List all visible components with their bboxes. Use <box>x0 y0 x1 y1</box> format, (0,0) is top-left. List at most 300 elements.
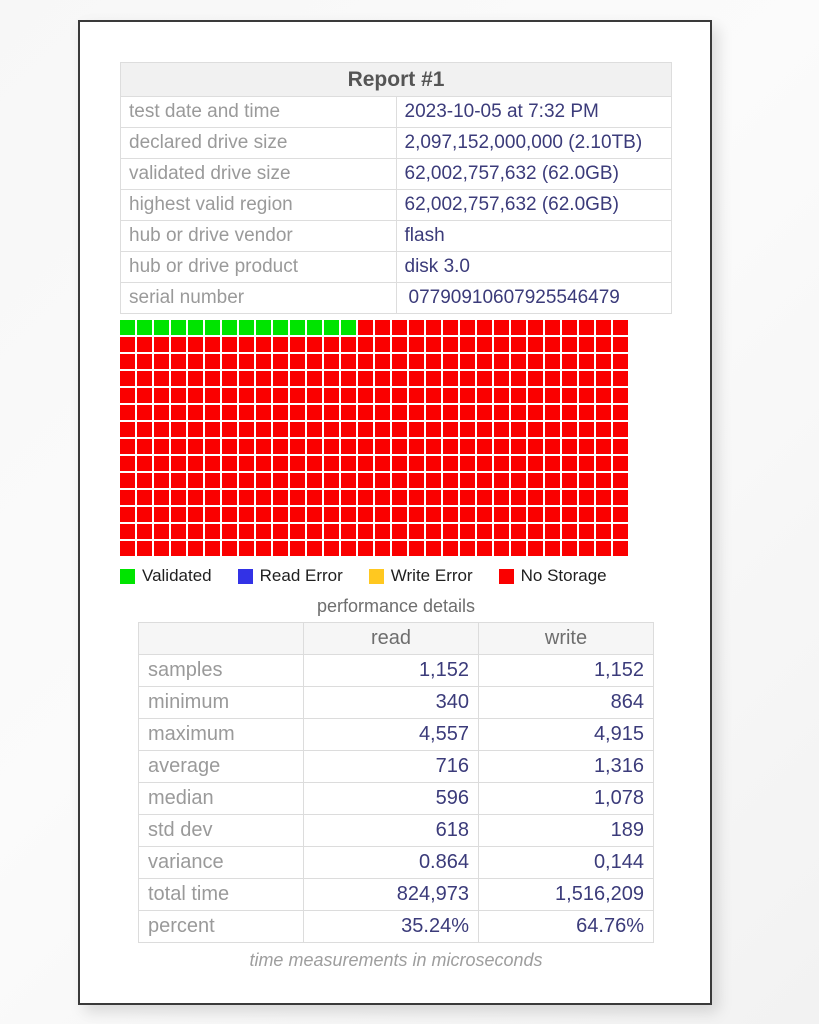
block-cell-no-storage <box>596 422 611 437</box>
block-cell-no-storage <box>205 439 220 454</box>
block-cell-no-storage <box>307 354 322 369</box>
block-cell-no-storage <box>273 405 288 420</box>
block-cell-no-storage <box>358 524 373 539</box>
block-cell-no-storage <box>358 473 373 488</box>
legend-swatch-icon <box>238 569 253 584</box>
block-cell-no-storage <box>596 524 611 539</box>
block-cell-validated <box>205 320 220 335</box>
block-cell-no-storage <box>426 490 441 505</box>
block-cell-no-storage <box>324 422 339 437</box>
block-cell-no-storage <box>341 507 356 522</box>
block-cell-no-storage <box>358 405 373 420</box>
performance-header-row <box>139 623 654 655</box>
block-cell-no-storage <box>358 337 373 352</box>
performance-row <box>139 815 654 847</box>
block-cell-no-storage <box>171 524 186 539</box>
block-cell-no-storage <box>307 541 322 556</box>
drive-info-key: test date and time <box>121 97 397 128</box>
block-cell-no-storage <box>222 490 237 505</box>
block-cell-no-storage <box>324 371 339 386</box>
block-cell-no-storage <box>426 541 441 556</box>
block-cell-no-storage <box>324 524 339 539</box>
block-cell-no-storage <box>545 388 560 403</box>
block-cell-no-storage <box>239 371 254 386</box>
block-cell-no-storage <box>290 541 305 556</box>
block-cell-no-storage <box>290 456 305 471</box>
block-cell-no-storage <box>392 473 407 488</box>
block-cell-no-storage <box>392 422 407 437</box>
block-cell-no-storage <box>188 541 203 556</box>
block-cell-no-storage <box>562 354 577 369</box>
block-cell-no-storage <box>613 320 628 335</box>
block-cell-no-storage <box>290 507 305 522</box>
block-cell-no-storage <box>375 405 390 420</box>
drive-info-value: 62,002,757,632 (62.0GB) <box>396 159 672 190</box>
block-cell-no-storage <box>477 405 492 420</box>
block-cell-no-storage <box>613 456 628 471</box>
performance-row-label: maximum <box>139 719 304 751</box>
drive-info-key: hub or drive vendor <box>121 221 397 252</box>
block-cell-no-storage <box>171 405 186 420</box>
block-cell-no-storage <box>613 422 628 437</box>
block-cell-no-storage <box>596 473 611 488</box>
block-cell-no-storage <box>443 371 458 386</box>
block-cell-no-storage <box>443 337 458 352</box>
block-cell-no-storage <box>460 422 475 437</box>
block-cell-no-storage <box>460 388 475 403</box>
block-cell-no-storage <box>596 456 611 471</box>
block-cell-no-storage <box>222 439 237 454</box>
block-cell-no-storage <box>256 456 271 471</box>
block-cell-no-storage <box>511 524 526 539</box>
block-cell-no-storage <box>596 541 611 556</box>
block-cell-no-storage <box>188 388 203 403</box>
drive-info-value: 62,002,757,632 (62.0GB) <box>396 190 672 221</box>
block-cell-no-storage <box>324 541 339 556</box>
block-cell-validated <box>273 320 288 335</box>
block-cell-no-storage <box>290 473 305 488</box>
block-cell-no-storage <box>477 490 492 505</box>
block-cell-no-storage <box>205 456 220 471</box>
block-cell-no-storage <box>239 507 254 522</box>
block-cell-no-storage <box>545 490 560 505</box>
block-cell-no-storage <box>171 337 186 352</box>
block-cell-no-storage <box>171 439 186 454</box>
block-cell-no-storage <box>154 354 169 369</box>
block-cell-no-storage <box>358 490 373 505</box>
block-cell-no-storage <box>120 456 135 471</box>
block-cell-no-storage <box>528 507 543 522</box>
block-cell-no-storage <box>460 337 475 352</box>
block-cell-no-storage <box>137 541 152 556</box>
block-cell-no-storage <box>137 337 152 352</box>
block-cell-no-storage <box>273 371 288 386</box>
block-cell-no-storage <box>443 524 458 539</box>
block-cell-no-storage <box>460 371 475 386</box>
legend-swatch-icon <box>120 569 135 584</box>
block-cell-no-storage <box>562 456 577 471</box>
performance-row <box>139 911 654 943</box>
block-cell-no-storage <box>477 337 492 352</box>
drive-info-row <box>121 252 672 283</box>
block-cell-no-storage <box>290 439 305 454</box>
block-cell-no-storage <box>256 337 271 352</box>
block-cell-no-storage <box>239 405 254 420</box>
block-cell-no-storage <box>596 388 611 403</box>
block-cell-no-storage <box>375 541 390 556</box>
performance-value-read: 1,152 <box>304 655 479 687</box>
block-cell-no-storage <box>222 337 237 352</box>
drive-info-table-body <box>121 63 672 314</box>
block-cell-no-storage <box>494 337 509 352</box>
block-cell-no-storage <box>188 422 203 437</box>
block-cell-no-storage <box>171 507 186 522</box>
block-cell-no-storage <box>477 354 492 369</box>
block-cell-no-storage <box>392 371 407 386</box>
block-cell-no-storage <box>477 388 492 403</box>
block-cell-no-storage <box>239 456 254 471</box>
block-cell-no-storage <box>511 507 526 522</box>
block-cell-no-storage <box>545 456 560 471</box>
block-cell-no-storage <box>375 388 390 403</box>
block-cell-no-storage <box>579 456 594 471</box>
block-cell-no-storage <box>409 354 424 369</box>
block-cell-no-storage <box>409 320 424 335</box>
block-cell-no-storage <box>324 337 339 352</box>
block-cell-no-storage <box>358 439 373 454</box>
block-cell-validated <box>137 320 152 335</box>
block-cell-no-storage <box>409 388 424 403</box>
block-cell-no-storage <box>222 507 237 522</box>
block-cell-no-storage <box>392 388 407 403</box>
block-cell-no-storage <box>579 541 594 556</box>
legend-item <box>369 566 473 586</box>
block-cell-no-storage <box>528 354 543 369</box>
performance-details-table <box>138 622 654 943</box>
drive-info-row <box>121 283 672 314</box>
block-cell-no-storage <box>528 456 543 471</box>
block-cell-no-storage <box>290 405 305 420</box>
legend-label: Write Error <box>390 566 473 585</box>
block-cell-no-storage <box>222 422 237 437</box>
block-cell-no-storage <box>613 439 628 454</box>
block-cell-no-storage <box>613 354 628 369</box>
block-cell-validated <box>307 320 322 335</box>
block-cell-no-storage <box>375 354 390 369</box>
performance-value-read: 35.24% <box>304 911 479 943</box>
block-cell-no-storage <box>239 354 254 369</box>
block-cell-no-storage <box>545 337 560 352</box>
block-cell-no-storage <box>426 456 441 471</box>
block-cell-no-storage <box>392 337 407 352</box>
block-cell-no-storage <box>443 456 458 471</box>
block-cell-validated <box>222 320 237 335</box>
performance-row-label: median <box>139 783 304 815</box>
block-cell-no-storage <box>528 422 543 437</box>
block-cell-no-storage <box>273 456 288 471</box>
block-cell-no-storage <box>307 507 322 522</box>
block-cell-no-storage <box>256 473 271 488</box>
block-cell-no-storage <box>596 439 611 454</box>
block-cell-no-storage <box>596 405 611 420</box>
legend-swatch-icon <box>499 569 514 584</box>
block-cell-no-storage <box>596 354 611 369</box>
block-cell-no-storage <box>290 337 305 352</box>
performance-value-read: 4,557 <box>304 719 479 751</box>
block-cell-no-storage <box>273 473 288 488</box>
block-cell-no-storage <box>256 388 271 403</box>
block-cell-no-storage <box>511 422 526 437</box>
block-cell-no-storage <box>375 507 390 522</box>
block-cell-validated <box>324 320 339 335</box>
block-cell-no-storage <box>205 405 220 420</box>
block-cell-no-storage <box>426 405 441 420</box>
block-cell-no-storage <box>154 541 169 556</box>
block-cell-no-storage <box>596 490 611 505</box>
block-cell-no-storage <box>358 541 373 556</box>
drive-info-value: 2023-10-05 at 7:32 PM <box>396 97 672 128</box>
block-cell-no-storage <box>154 507 169 522</box>
block-cell-no-storage <box>290 524 305 539</box>
block-cell-no-storage <box>307 490 322 505</box>
block-cell-no-storage <box>494 507 509 522</box>
block-cell-no-storage <box>562 337 577 352</box>
block-cell-no-storage <box>239 388 254 403</box>
block-cell-no-storage <box>205 541 220 556</box>
block-cell-no-storage <box>239 524 254 539</box>
performance-row <box>139 655 654 687</box>
block-cell-no-storage <box>188 456 203 471</box>
block-cell-no-storage <box>596 507 611 522</box>
block-cell-no-storage <box>222 405 237 420</box>
performance-table-corner <box>139 623 304 655</box>
performance-row-label: variance <box>139 847 304 879</box>
block-cell-no-storage <box>477 541 492 556</box>
performance-row-label: std dev <box>139 815 304 847</box>
block-cell-no-storage <box>358 507 373 522</box>
block-cell-no-storage <box>392 507 407 522</box>
legend-label: Read Error <box>259 566 343 585</box>
block-cell-no-storage <box>205 524 220 539</box>
block-cell-no-storage <box>443 490 458 505</box>
block-cell-no-storage <box>511 541 526 556</box>
block-cell-no-storage <box>341 439 356 454</box>
block-cell-no-storage <box>188 354 203 369</box>
block-cell-no-storage <box>205 422 220 437</box>
block-cell-no-storage <box>443 541 458 556</box>
block-cell-no-storage <box>579 490 594 505</box>
block-cell-no-storage <box>137 473 152 488</box>
block-cell-no-storage <box>460 354 475 369</box>
performance-value-write: 189 <box>479 815 654 847</box>
block-cell-no-storage <box>613 337 628 352</box>
block-cell-no-storage <box>596 371 611 386</box>
block-cell-no-storage <box>409 541 424 556</box>
block-cell-no-storage <box>392 405 407 420</box>
block-cell-no-storage <box>562 388 577 403</box>
block-cell-no-storage <box>188 473 203 488</box>
block-cell-no-storage <box>511 388 526 403</box>
block-cell-no-storage <box>324 473 339 488</box>
block-cell-no-storage <box>120 388 135 403</box>
legend-swatch-icon <box>369 569 384 584</box>
block-cell-no-storage <box>528 320 543 335</box>
block-cell-no-storage <box>120 541 135 556</box>
block-cell-no-storage <box>443 422 458 437</box>
block-cell-no-storage <box>460 541 475 556</box>
block-cell-no-storage <box>341 541 356 556</box>
block-cell-no-storage <box>545 473 560 488</box>
block-cell-no-storage <box>443 388 458 403</box>
block-cell-no-storage <box>188 524 203 539</box>
block-cell-no-storage <box>205 490 220 505</box>
block-cell-no-storage <box>222 541 237 556</box>
block-cell-no-storage <box>494 422 509 437</box>
block-cell-validated <box>154 320 169 335</box>
drive-info-key: validated drive size <box>121 159 397 190</box>
block-cell-no-storage <box>307 388 322 403</box>
block-cell-no-storage <box>273 422 288 437</box>
block-cell-no-storage <box>290 388 305 403</box>
block-cell-no-storage <box>392 320 407 335</box>
block-cell-no-storage <box>256 524 271 539</box>
block-cell-no-storage <box>545 524 560 539</box>
block-cell-no-storage <box>358 354 373 369</box>
block-cell-no-storage <box>154 405 169 420</box>
block-cell-no-storage <box>562 490 577 505</box>
block-cell-no-storage <box>222 524 237 539</box>
performance-value-read: 340 <box>304 687 479 719</box>
block-cell-no-storage <box>562 473 577 488</box>
block-cell-validated <box>341 320 356 335</box>
block-cell-no-storage <box>375 524 390 539</box>
block-cell-no-storage <box>154 371 169 386</box>
block-cell-no-storage <box>460 320 475 335</box>
block-cell-no-storage <box>188 371 203 386</box>
block-cell-no-storage <box>120 354 135 369</box>
performance-value-write: 1,152 <box>479 655 654 687</box>
legend-item <box>499 566 607 586</box>
block-cell-no-storage <box>358 388 373 403</box>
block-cell-no-storage <box>426 371 441 386</box>
block-cell-no-storage <box>273 507 288 522</box>
block-cell-no-storage <box>137 422 152 437</box>
block-cell-no-storage <box>137 490 152 505</box>
block-cell-no-storage <box>341 371 356 386</box>
block-cell-no-storage <box>392 541 407 556</box>
block-cell-no-storage <box>460 456 475 471</box>
block-cell-no-storage <box>511 405 526 420</box>
performance-details-table-body <box>139 623 654 943</box>
performance-footnote: time measurements in microseconds <box>249 950 543 970</box>
performance-value-read: 0.864 <box>304 847 479 879</box>
block-cell-no-storage <box>154 524 169 539</box>
block-cell-no-storage <box>307 337 322 352</box>
block-cell-no-storage <box>154 439 169 454</box>
block-cell-no-storage <box>545 507 560 522</box>
block-cell-no-storage <box>120 473 135 488</box>
block-cell-no-storage <box>613 388 628 403</box>
block-cell-no-storage <box>579 507 594 522</box>
block-cell-no-storage <box>443 320 458 335</box>
block-cell-no-storage <box>324 405 339 420</box>
block-cell-no-storage <box>358 371 373 386</box>
block-cell-no-storage <box>545 371 560 386</box>
block-cell-no-storage <box>511 337 526 352</box>
block-cell-no-storage <box>477 507 492 522</box>
block-cell-no-storage <box>222 473 237 488</box>
block-cell-no-storage <box>613 524 628 539</box>
block-cell-no-storage <box>494 541 509 556</box>
block-cell-no-storage <box>545 320 560 335</box>
performance-row <box>139 751 654 783</box>
block-cell-no-storage <box>188 337 203 352</box>
block-cell-no-storage <box>341 422 356 437</box>
block-cell-no-storage <box>409 524 424 539</box>
block-cell-no-storage <box>528 388 543 403</box>
block-cell-no-storage <box>188 439 203 454</box>
block-cell-no-storage <box>290 371 305 386</box>
block-cell-no-storage <box>426 473 441 488</box>
block-cell-no-storage <box>426 320 441 335</box>
block-cell-no-storage <box>562 507 577 522</box>
block-cell-no-storage <box>273 439 288 454</box>
block-cell-no-storage <box>460 524 475 539</box>
block-cell-no-storage <box>137 524 152 539</box>
block-cell-no-storage <box>579 371 594 386</box>
block-cell-no-storage <box>409 422 424 437</box>
block-cell-no-storage <box>205 371 220 386</box>
block-cell-no-storage <box>154 490 169 505</box>
block-cell-no-storage <box>256 490 271 505</box>
block-cell-no-storage <box>341 524 356 539</box>
block-cell-no-storage <box>171 490 186 505</box>
block-cell-no-storage <box>375 371 390 386</box>
block-cell-no-storage <box>341 490 356 505</box>
block-cell-no-storage <box>511 456 526 471</box>
block-cell-no-storage <box>120 422 135 437</box>
block-cell-no-storage <box>205 507 220 522</box>
block-cell-no-storage <box>494 439 509 454</box>
block-cell-no-storage <box>256 354 271 369</box>
block-cell-no-storage <box>392 524 407 539</box>
block-cell-no-storage <box>239 541 254 556</box>
block-cell-no-storage <box>494 320 509 335</box>
block-cell-no-storage <box>205 388 220 403</box>
drive-info-row <box>121 159 672 190</box>
drive-info-key: highest valid region <box>121 190 397 221</box>
block-cell-no-storage <box>290 490 305 505</box>
block-cell-no-storage <box>120 490 135 505</box>
block-cell-no-storage <box>307 405 322 420</box>
performance-row-label: average <box>139 751 304 783</box>
block-cell-no-storage <box>562 405 577 420</box>
block-cell-no-storage <box>562 371 577 386</box>
block-cell-no-storage <box>579 524 594 539</box>
block-cell-no-storage <box>494 473 509 488</box>
block-cell-no-storage <box>375 490 390 505</box>
block-cell-no-storage <box>137 456 152 471</box>
block-cell-no-storage <box>477 439 492 454</box>
block-cell-no-storage <box>477 371 492 386</box>
block-cell-no-storage <box>256 541 271 556</box>
block-cell-no-storage <box>528 371 543 386</box>
block-cell-no-storage <box>613 541 628 556</box>
block-cell-no-storage <box>579 354 594 369</box>
block-cell-no-storage <box>477 422 492 437</box>
block-cell-no-storage <box>562 320 577 335</box>
block-cell-no-storage <box>426 354 441 369</box>
